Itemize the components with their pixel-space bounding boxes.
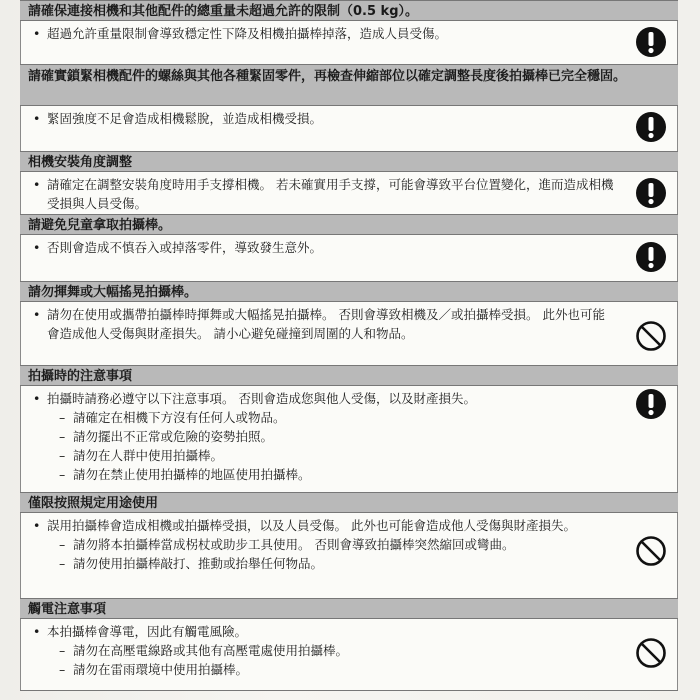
sub-item: – 請勿在禁止使用拍攝棒的地區使用拍攝棒。 bbox=[33, 465, 617, 484]
section-body bbox=[20, 172, 678, 214]
section-weight-limit bbox=[20, 0, 678, 64]
warning-icon bbox=[635, 26, 667, 58]
section-body bbox=[20, 235, 678, 281]
bullet-text: • 緊固強度不足會造成相機鬆脫，並造成相機受損。 bbox=[33, 109, 617, 128]
section-header: 請確實鎖緊相機配件的螺絲與其他各種緊固零件，再檢查伸縮部位以確定調整長度後拍攝棒已完全穩固。 bbox=[20, 64, 678, 106]
section-header: 請避免兒童拿取拍攝棒。 bbox=[20, 214, 678, 235]
section-mount-angle bbox=[20, 151, 678, 214]
warning-icon bbox=[635, 177, 667, 209]
prohibited-icon bbox=[635, 535, 667, 567]
section-header: 觸電注意事項 bbox=[20, 598, 678, 619]
section-body bbox=[20, 513, 678, 598]
warning-icon bbox=[635, 111, 667, 143]
section-no-swinging bbox=[20, 281, 678, 365]
section-body bbox=[20, 386, 678, 492]
bullet-text: • 本拍攝棒會導電，因此有觸電風險。 bbox=[33, 622, 617, 641]
sub-item: – 請確定在相機下方沒有任何人或物品。 bbox=[33, 408, 617, 427]
sub-item: – 請勿使用拍攝棒敲打、推動或抬舉任何物品。 bbox=[33, 554, 617, 573]
section-body bbox=[20, 106, 678, 151]
sub-item: – 請勿擺出不正常或危險的姿勢拍照。 bbox=[33, 427, 617, 446]
section-header: 請確保連接相機和其他配件的總重量未超過允許的限制（0.5 kg）。 bbox=[20, 0, 678, 21]
bottom-border bbox=[20, 690, 678, 691]
section-header: 僅限按照規定用途使用 bbox=[20, 492, 678, 513]
section-shooting-precautions bbox=[20, 365, 678, 492]
bullet-text: • 誤用拍攝棒會造成相機或拍攝棒受損，以及人員受傷。 此外也可能會造成他人受傷與財產損失。 bbox=[33, 516, 617, 535]
sub-item: – 請勿將本拍攝棒當成柺杖或助步工具使用。 否則會導致拍攝棒突然縮回或彎曲。 bbox=[33, 535, 617, 554]
bullet-text: • 否則會造成不慎吞入或掉落零件，導致發生意外。 bbox=[33, 238, 617, 257]
bullet-text: • 請確定在調整安裝角度時用手支撐相機。 若未確實用手支撐，可能會導致平台位置變化，進而造成相機受損與人員受傷。 bbox=[33, 175, 617, 213]
section-header: 拍攝時的注意事項 bbox=[20, 365, 678, 386]
section-electric-shock bbox=[20, 598, 678, 691]
section-body bbox=[20, 302, 678, 365]
section-body bbox=[20, 619, 678, 691]
bullet-text: • 拍攝時請務必遵守以下注意事項。 否則會造成您與他人受傷，以及財產損失。 bbox=[33, 389, 617, 408]
warning-icon bbox=[635, 241, 667, 273]
section-children bbox=[20, 214, 678, 281]
section-header: 請勿揮舞或大幅搖晃拍攝棒。 bbox=[20, 281, 678, 302]
prohibited-icon bbox=[635, 637, 667, 669]
sub-item: – 請勿在雷雨環境中使用拍攝棒。 bbox=[33, 660, 617, 679]
section-intended-use bbox=[20, 492, 678, 598]
warning-icon bbox=[635, 388, 667, 420]
sub-item: – 請勿在高壓電線路或其他有高壓電處使用拍攝棒。 bbox=[33, 641, 617, 660]
section-header: 相機安裝角度調整 bbox=[20, 151, 678, 172]
section-body bbox=[20, 21, 678, 64]
bullet-text: • 請勿在使用或攜帶拍攝棒時揮舞或大幅搖晃拍攝棒。 否則會導致相機及／或拍攝棒受損。 此外也可能會造成他人受傷與財產損失。 請小心避免碰撞到周圍的人和物品。 bbox=[33, 305, 617, 343]
section-tighten-screws bbox=[20, 64, 678, 151]
sub-item: – 請勿在人群中使用拍攝棒。 bbox=[33, 446, 617, 465]
bullet-text: • 超過允許重量限制會導致穩定性下降及相機拍攝棒掉落，造成人員受傷。 bbox=[33, 24, 617, 43]
prohibited-icon bbox=[635, 320, 667, 352]
